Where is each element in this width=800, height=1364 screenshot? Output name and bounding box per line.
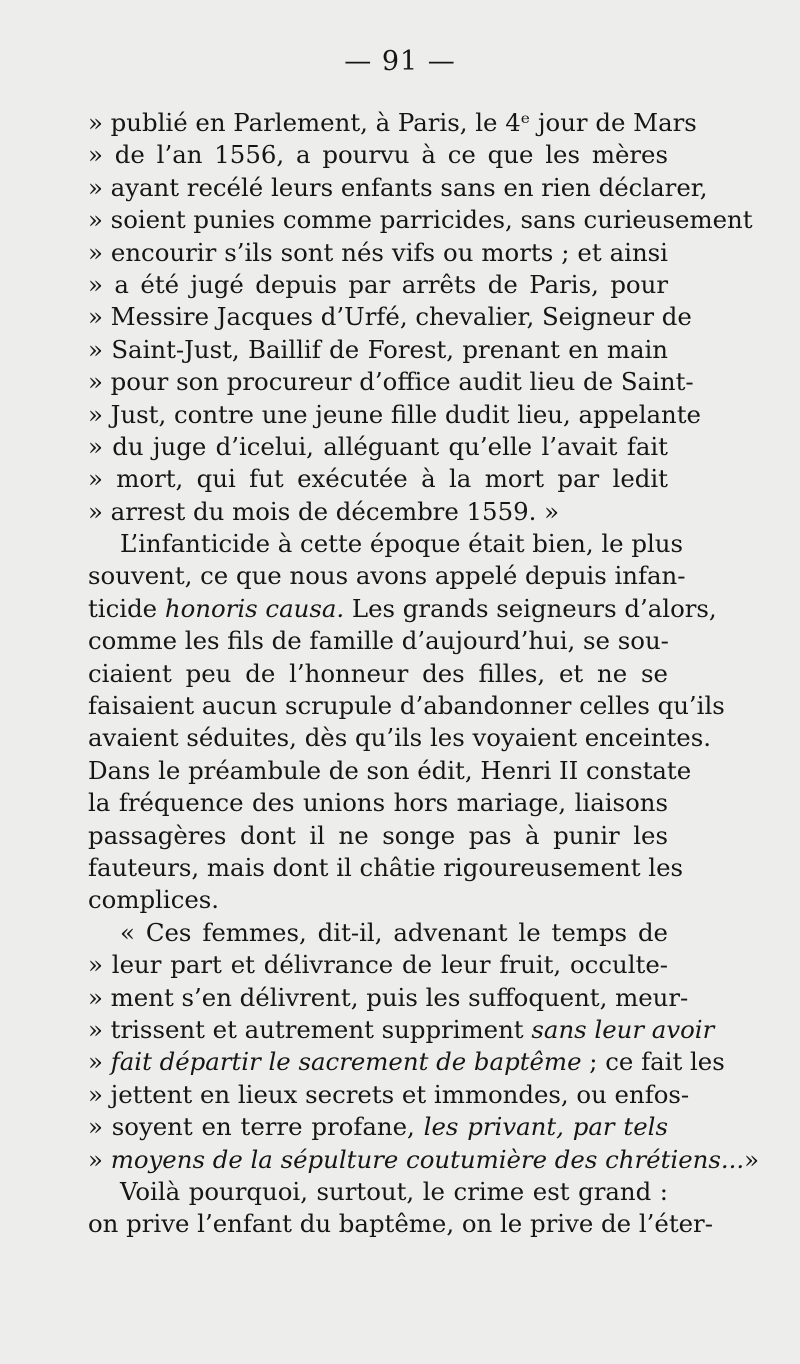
text-line: complices.	[88, 885, 220, 915]
text-run: »	[744, 1144, 760, 1174]
italic-run: honoris causa.	[164, 593, 345, 623]
text-line: » du juge d’icelui, alléguant qu’elle l’avait fait	[88, 431, 668, 461]
text-line: Voilà pourquoi, surtout, le crime est grand :	[120, 1176, 668, 1206]
text-line: « Ces femmes, dit-il, advenant le temps de	[120, 917, 668, 947]
text-line: Dans le préambule de son édit, Henri II constate	[88, 755, 692, 785]
text-line: » pour son procureur d’office audit lieu de Saint-	[88, 367, 694, 397]
text-line: » jettent en lieux secrets et immondes, ou enfos-	[88, 1079, 690, 1109]
text-line: la fréquence des unions hors mariage, liaisons	[88, 788, 668, 818]
text-line: » leur part et délivrance de leur fruit, occulte-	[88, 950, 668, 980]
text-line: » Messire Jacques d’Urfé, chevalier, Seigneur de	[88, 302, 692, 332]
text-line-mixed	[88, 593, 717, 625]
text-line: » de l’an 1556, a pourvu à ce que les mères	[88, 140, 668, 170]
text-line: » publié en Parlement, à Paris, le 4ᵉ jour de Mars	[88, 108, 697, 137]
text-run: » trissent et autrement suppriment	[88, 1014, 524, 1044]
text-line: » Just, contre une jeune fille dudit lieu, appelante	[88, 399, 701, 429]
text-line: faisaient aucun scrupule d’abandonner celles qu’ils	[88, 691, 725, 721]
italic-run: les privant, par tels	[423, 1112, 668, 1142]
text-run: Les grands seigneurs d’alors,	[351, 593, 717, 623]
text-run: »	[88, 1144, 103, 1174]
text-line: avaient séduites, dès qu’ils les voyaient enceintes.	[88, 723, 711, 753]
text-line: on prive l’enfant du baptême, on le prive de l’éter-	[88, 1209, 713, 1239]
text-line: ciaient peu de l’honneur des filles, et ne se	[88, 658, 668, 688]
page-number: — 91 —	[344, 46, 456, 77]
text-run: » soyent en terre profane,	[88, 1112, 415, 1142]
text-line: » ayant recélé leurs enfants sans en rien déclarer,	[88, 172, 708, 202]
text-line-mixed	[88, 1046, 725, 1078]
text-line: » a été jugé depuis par arrêts de Paris, pour	[88, 269, 668, 299]
italic-run: moyens de la sépulture coutumière des chrétiens...	[110, 1144, 745, 1174]
text-line: passagères dont il ne songe pas à punir les	[88, 820, 668, 850]
text-line-mixed	[88, 1144, 760, 1176]
text-line: » Saint-Just, Baillif de Forest, prenant en main	[88, 334, 668, 364]
text-line-mixed	[88, 1111, 668, 1143]
text-line: » ment s’en délivrent, puis les suffoquent, meur-	[88, 982, 689, 1012]
text-line: L’infanticide à cette époque était bien, le plus	[120, 529, 683, 559]
text-run: ; ce fait les	[589, 1047, 725, 1077]
italic-run: sans leur avoir	[531, 1014, 715, 1044]
text-line: fauteurs, mais dont il châtie rigoureusement les	[88, 852, 684, 882]
text-line: » arrest du mois de décembre 1559. »	[88, 496, 560, 526]
text-line: souvent, ce que nous avons appelé depuis infan-	[88, 561, 686, 591]
text-line: » encourir s’ils sont nés vifs ou morts ; et ainsi	[88, 237, 668, 267]
text-line: » soient punies comme parricides, sans curieusement	[88, 205, 753, 235]
text-run: ticide	[88, 593, 158, 623]
italic-run: fait départir le sacrement de baptême	[110, 1047, 582, 1077]
text-run: »	[88, 1047, 103, 1077]
text-line-mixed	[88, 1014, 715, 1046]
text-line: » mort, qui fut exécutée à la mort par ledit	[88, 464, 668, 494]
body-text	[88, 107, 760, 1241]
text-line: comme les fils de famille d’aujourd’hui, se sou-	[88, 626, 669, 656]
